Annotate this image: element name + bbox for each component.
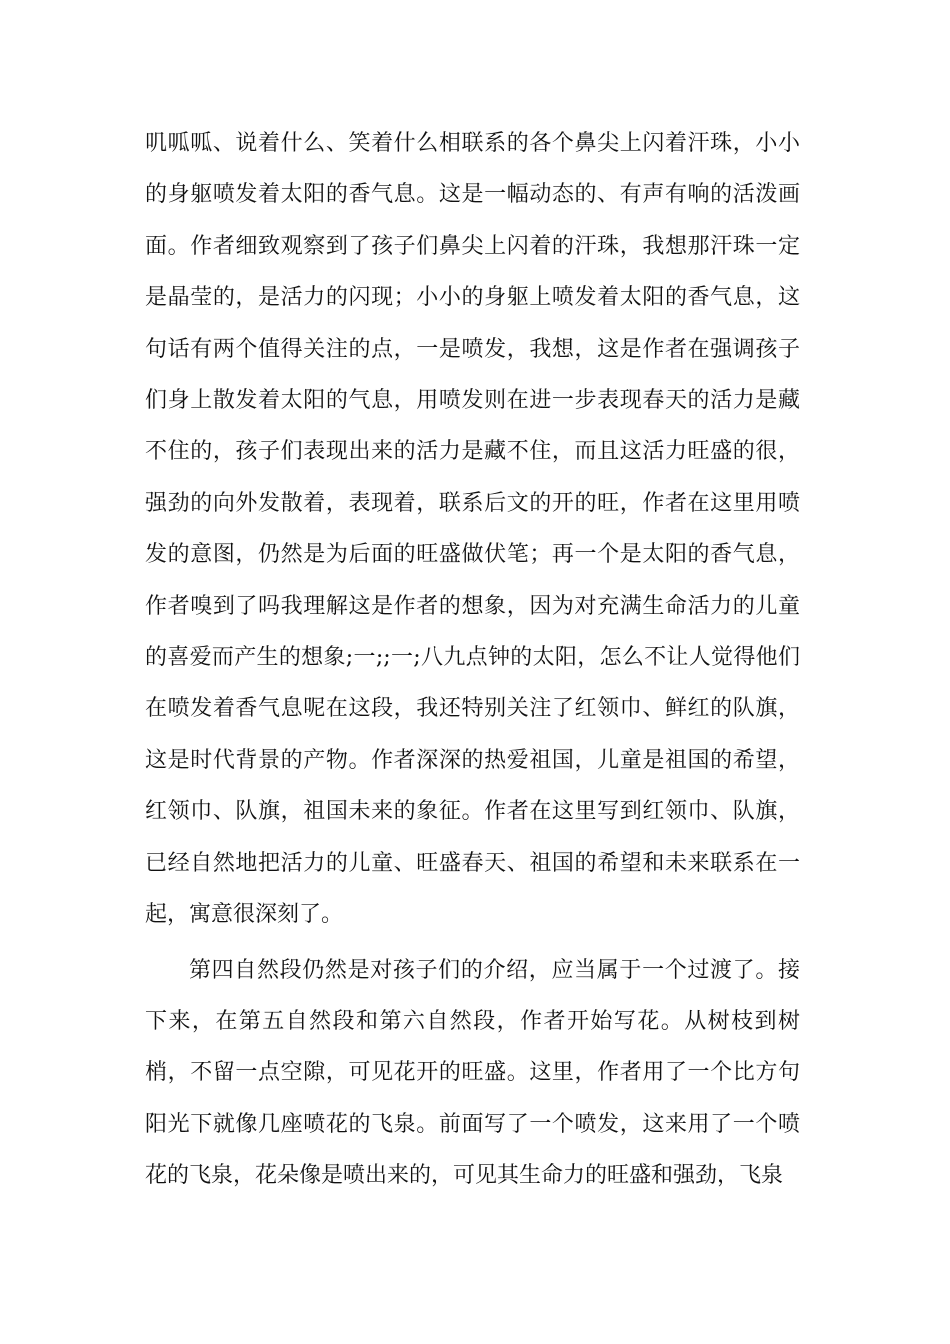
body-text	[145, 118, 800, 1202]
paragraph-1: 叽呱呱、说着什么、笑着什么相联系的各个鼻尖上闪着汗珠，小小的身躯喷发着太阳的香气息。这是一幅动态的、有声有响的活泼画面。作者细致观察到了孩子们鼻尖上闪着的汗珠，我想那汗珠一定是晶莹的，是活力的闪现；小小的身躯上喷发着太阳的香气息，这句话有两个值得关注的点，一是喷发，我想，这是作者在强调孩子们身上散发着太阳的气息，用喷发则在进一步表现春天的活力是藏不住的，孩子们表现出来的活力是藏不住，而且这活力旺盛的很，强劲的向外发散着，表现着，联系后文的开的旺，作者在这里用喷发的意图，仍然是为后面的旺盛做伏笔；再一个是太阳的香气息，作者嗅到了吗我理解这是作者的想象，因为对充满生命活力的儿童的喜爱而产生的想象;一;;一;八九点钟的太阳，怎么不让人觉得他们在喷发着香气息呢在这段，我还特别关注了红领巾、鲜红的队旗，这是时代背景的产物。作者深深的热爱祖国，儿童是祖国的希望，红领巾、队旗，祖国未来的象征。作者在这里写到红领巾、队旗，已经自然地把活力的儿童、旺盛春天、祖国的希望和未来联系在一起，寓意很深刻了。	[145, 131, 800, 928]
paragraph-2: 第四自然段仍然是对孩子们的介绍，应当属于一个过渡了。接下来，在第五自然段和第六自然段，作者开始写花。从树枝到树梢，不留一点空隙，可见花开的旺盛。这里，作者用了一个比方句阳光下就像几座喷花的飞泉。前面写了一个喷发，这来用了一个喷花的飞泉，花朵像是喷出来的，可见其生命力的旺盛和强劲，飞泉	[145, 957, 800, 1189]
